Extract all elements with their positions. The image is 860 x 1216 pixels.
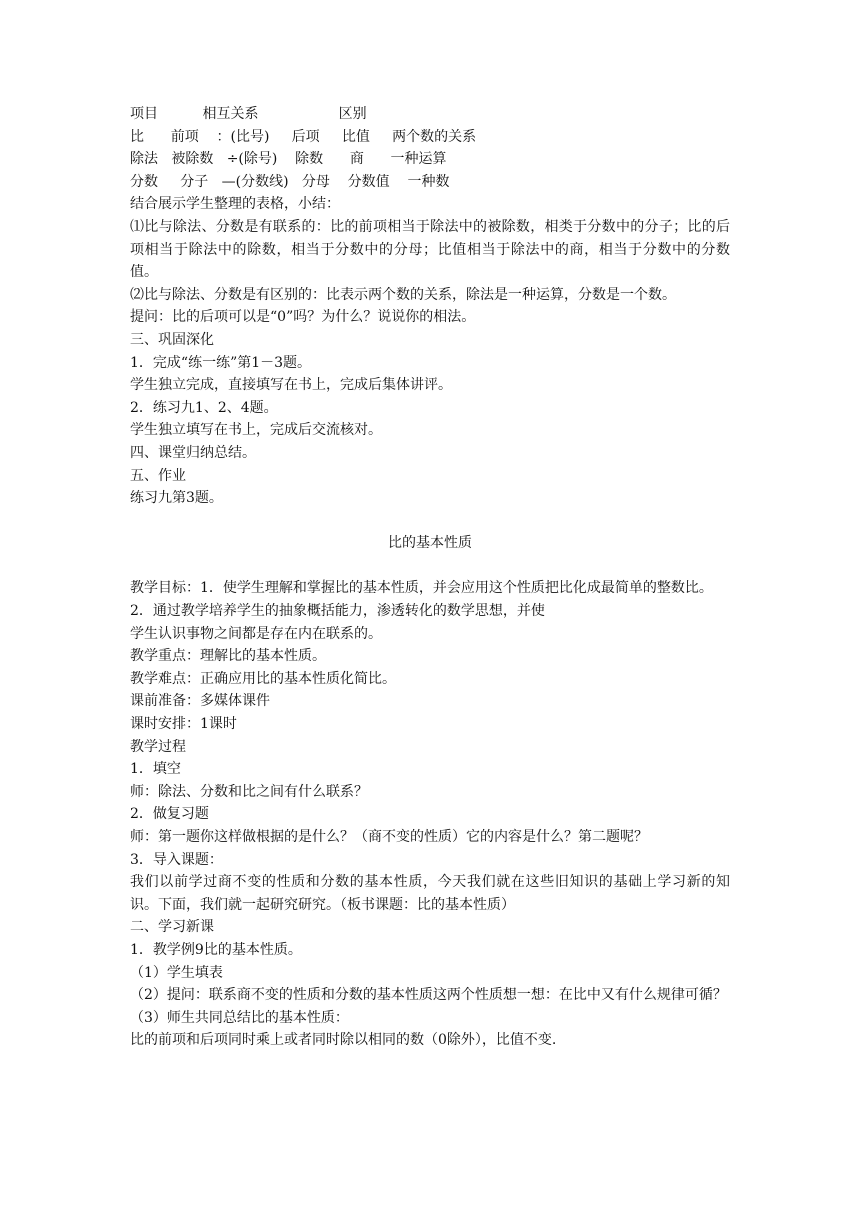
heading-summary: 四、课堂归纳总结。 [130, 444, 256, 461]
question-zero: 提问：比的后项可以是“0”吗？为什么？说说你的相法。 [130, 309, 476, 326]
new-lesson-sub-1: （1）学生填表 [130, 964, 223, 981]
heading-consolidate: 三、巩固深化 [130, 331, 214, 348]
exercise-item-1: 1．完成“练一练”第1－3题。 [130, 354, 312, 371]
teaching-goal-2b: 学生认识事物之间都是存在内在联系的。 [130, 625, 382, 642]
document-page [130, 103, 730, 1052]
summary-point-2: ⑵比与除法、分数是有区别的：比表示两个数的关系，除法是一种运算，分数是一个数。 [130, 286, 676, 303]
exercise-item-2-note: 学生独立填写在书上，完成后交流核对。 [130, 422, 382, 439]
teaching-goal-2: 2．通过教学培养学生的抽象概括能力，渗透转化的数学思想，并使 [130, 603, 545, 620]
new-lesson-item-1: 1．教学例9比的基本性质。 [130, 941, 302, 958]
table-row-division: 除法 被除数 ÷(除号) 除数 商 一种运算 [130, 151, 447, 168]
exercise-item-1-note: 学生独立完成，直接填写在书上，完成后集体讲评。 [130, 377, 452, 394]
teaching-difficulty: 教学难点：正确应用比的基本性质化简比。 [130, 670, 396, 687]
new-lesson-sub-2: （2）提问：联系商不变的性质和分数的基本性质这两个性质想一想：在比中又有什么规律可循？ [130, 987, 727, 1004]
teaching-goal-1: 教学目标：1．使学生理解和掌握比的基本性质，并会应用这个性质把比化成最简单的整数比。 [130, 580, 713, 597]
new-lesson-sub-3: （3）师生共同总结比的基本性质： [130, 1009, 349, 1026]
step-fill-blank-question: 师：除法、分数和比之间有什么联系？ [130, 783, 368, 800]
lesson-title: 比的基本性质 [388, 535, 472, 552]
table-row-ratio: 比 前项 ：(比号) 后项 比值 两个数的关系 [130, 128, 477, 145]
summary-point-1: ⑴比与除法、分数是有联系的：比的前项相当于除法中的被除数，相类于分数中的分子；比的后项相当于除法中的除数，相当于分数中的分母；比值相当于除法中的商，相当于分数中的分数值。 [130, 218, 730, 281]
step-review: 2．做复习题 [130, 806, 209, 823]
exercise-item-2: 2．练习九1、2、4题。 [130, 399, 278, 416]
class-schedule: 课时安排：1课时 [130, 716, 237, 733]
homework-text: 练习九第3题。 [130, 490, 223, 507]
summary-intro: 结合展示学生整理的表格，小结： [130, 196, 340, 213]
ratio-basic-property-rule: 比的前项和后项同时乘上或者同时除以相同的数（0除外），比值不变. [130, 1032, 557, 1049]
class-preparation: 课前准备：多媒体课件 [130, 693, 270, 710]
teaching-process-heading: 教学过程 [130, 738, 186, 755]
teaching-key-point: 教学重点：理解比的基本性质。 [130, 648, 326, 665]
step-review-question: 师：第一题你这样做根据的是什么？（商不变的性质）它的内容是什么？第二题呢？ [130, 829, 648, 845]
table-header: 项目 相互关系 区别 [130, 106, 367, 122]
heading-new-lesson: 二、学习新课 [130, 919, 214, 936]
step-introduce-text: 我们以前学过商不变的性质和分数的基本性质，今天我们就在这些旧知识的基础上学习新的知识。下面，我们就一起研究研究。（板书课题：比的基本性质） [130, 874, 730, 913]
step-fill-blank: 1．填空 [130, 761, 181, 778]
table-row-fraction: 分数 分子 —(分数线) 分母 分数值 一种数 [130, 173, 450, 190]
step-introduce: 3．导入课题： [130, 851, 223, 868]
heading-homework: 五、作业 [130, 467, 186, 484]
